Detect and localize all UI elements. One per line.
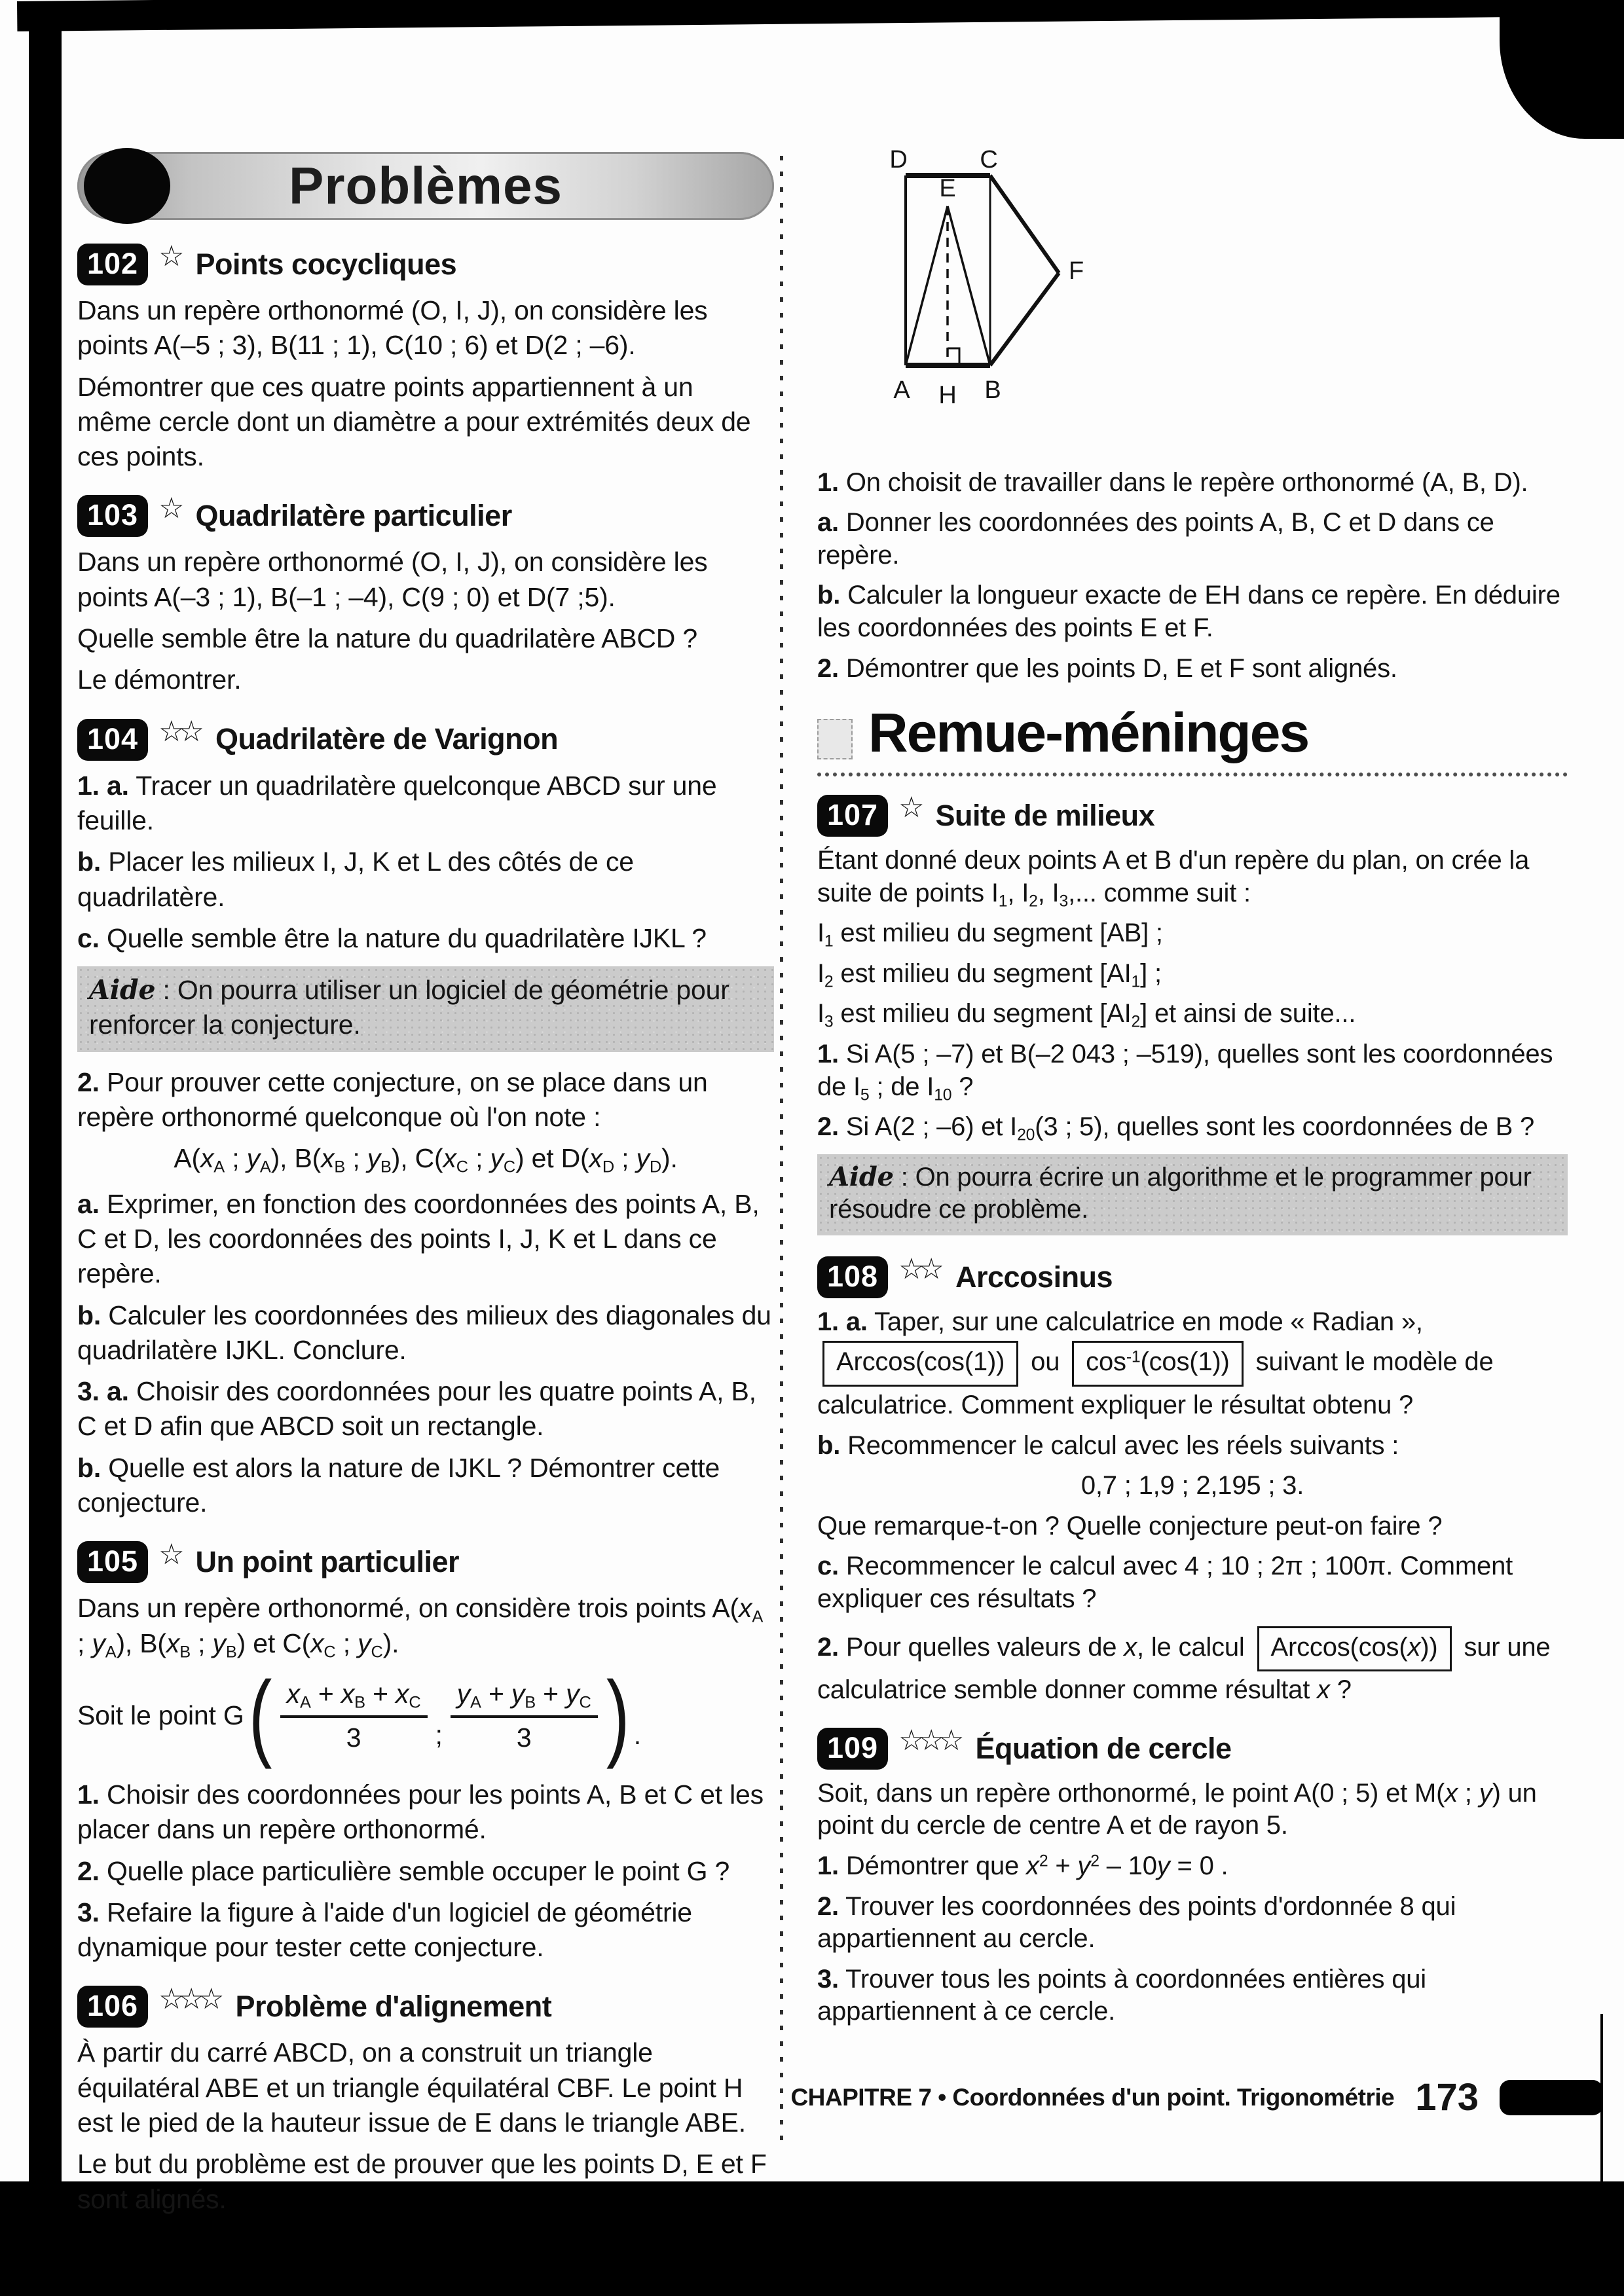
- fraction-y-denominator: 3: [516, 1722, 532, 1753]
- exercise-106-header: [77, 1982, 774, 2028]
- exercise-title: Équation de cercle: [975, 1731, 1232, 1765]
- fraction-x-numerator: $x_A + x_B + x_C$: [280, 1677, 428, 1718]
- exercise-104-question: 3. a. Choisir des coordonnées pour les quatre points A, B, C et D afin que ABCD soit un rectangle.: [77, 1376, 756, 1442]
- scan-artifact-top-bar: [17, 0, 1543, 31]
- exercise-number-badge: 102: [77, 244, 148, 285]
- point-label-H: H: [938, 382, 957, 409]
- exercise-103-header: [77, 491, 774, 537]
- exercise-104-question: b. Placer les milieux I, J, K et L des côtés de ce quadrilatère.: [77, 847, 634, 912]
- exercise-109: [817, 1723, 1568, 2028]
- difficulty-star-icon: ☆☆☆: [898, 1723, 959, 1757]
- exercise-title: Un point particulier: [195, 1545, 460, 1579]
- exercise-103: [77, 491, 774, 697]
- exercise-number-badge: 107: [817, 795, 888, 837]
- exercise-108-question: [817, 1624, 1568, 1707]
- fraction-y-numerator: $y_A + y_B + y_C$: [451, 1677, 598, 1718]
- exercise-title: Points cocycliques: [195, 247, 457, 281]
- exercise-number-badge: 109: [817, 1728, 888, 1770]
- exercise-105-question: 1. Choisir des coordonnées pour les points A, B et C et les placer dans un repère orthonormé.: [77, 1779, 764, 1845]
- question-text: suivant le modèle de calculatrice. Comment expliquer le résultat obtenu ?: [817, 1347, 1494, 1420]
- figure-question: 2. Démontrer que les points D, E et F sont alignés.: [817, 653, 1397, 683]
- left-column: [77, 152, 774, 2238]
- fraction-x: [280, 1677, 428, 1756]
- exercise-108-question: b. Recommencer le calcul avec les réels suivants :: [817, 1430, 1399, 1460]
- exercise-105-paragraph: Dans un repère orthonormé, on considère trois points $A(x_A$ ; $y_A$), $B(x_B$ ; $y_B$) et $C(x_C$ ; $y_C$).: [77, 1593, 764, 1662]
- exercise-number-badge: 108: [817, 1256, 888, 1298]
- exercise-title: Suite de milieux: [935, 799, 1155, 833]
- exercise-109-question: 3. Trouver tous les points à coordonnées entières qui appartiennent à ce cercle.: [817, 1964, 1426, 2026]
- question-text: 2. Pour quelles valeurs de x, le calcul: [817, 1632, 1245, 1662]
- geometry-figure: [817, 148, 1568, 449]
- remue-section-title: Remue-méninges: [868, 702, 1309, 764]
- right-column: [817, 148, 1568, 2049]
- difficulty-star-icon: ☆: [898, 790, 919, 824]
- fraction-x-denominator: 3: [346, 1722, 361, 1753]
- exercise-103-paragraph: Dans un repère orthonormé (O, I, J), on considère les points A(–3 ; 1), B(–1 ; –4), C(9 ; 0) et D(7 ;5).: [77, 547, 708, 612]
- exercise-104-question: b. Quelle est alors la nature de IJKL ? Démontrer cette conjecture.: [77, 1452, 720, 1518]
- column-divider-dotted-line: [780, 156, 783, 2149]
- open-paren-glyph: (: [248, 1661, 272, 1770]
- problems-section-title: Problèmes: [288, 156, 563, 215]
- exercise-number-badge: 105: [77, 1541, 148, 1583]
- calculator-expression-box: Arccos(cos(x)): [1257, 1626, 1452, 1672]
- remue-square-icon: [817, 719, 853, 759]
- formula-separator: ;: [435, 1720, 443, 1751]
- point-label-B: B: [984, 376, 1001, 404]
- page-number: 173: [1415, 2076, 1479, 2119]
- difficulty-star-icon: ☆☆: [158, 715, 198, 749]
- difficulty-star-icon: ☆☆☆: [158, 1982, 219, 2016]
- close-paren-glyph: ): [606, 1661, 629, 1770]
- exercise-107-paragraph: Étant donné deux points A et B d'un repère du plan, on crée la suite de points $I_1$, $I_2$, $I_3$,... comme suit :: [817, 845, 1530, 910]
- exercise-104: [77, 715, 774, 1521]
- aide-hint-box: Aide : On pourra utiliser un logiciel de géométrie pour renforcer la conjecture.: [77, 966, 774, 1052]
- exercise-108-values-line: 0,7 ; 1,9 ; 2,195 ; 3.: [1080, 1471, 1304, 1501]
- page-footer: [790, 2075, 1603, 2119]
- exercise-title: Arccosinus: [955, 1260, 1113, 1294]
- exercise-102: [77, 240, 774, 474]
- centroid-formula: [77, 1661, 774, 1770]
- exercise-title: Quadrilatère particulier: [195, 499, 512, 533]
- exercise-102-header: [77, 240, 774, 285]
- exercise-106-paragraph: À partir du carré ABCD, on a construit un triangle équilatéral ABE et un triangle équilatéral CBF. Le point H est le pied de la hauteur issue de E dans le triangle ABE.: [77, 2037, 746, 2138]
- exercise-104-header: [77, 715, 774, 761]
- exercise-title: Quadrilatère de Varignon: [215, 722, 559, 756]
- exercise-106: [77, 1982, 774, 2216]
- chapter-reference: CHAPITRE 7 • Coordonnées d'un point. Trigonométrie: [790, 2083, 1395, 2111]
- exercise-102-paragraph: Démontrer que ces quatre points appartiennent à un même cercle dont un diamètre a pour extrémités deux de ces points.: [77, 371, 751, 472]
- point-label-C: C: [980, 148, 998, 173]
- exercise-107-question: 1. Si A(5 ; –7) et B(–2 043 ; –519), quelles sont les coordonnées de $I_5$ ; de $I_{10}$ ?: [817, 1039, 1553, 1104]
- point-label-A: A: [893, 376, 910, 404]
- exercise-104-question: a. Exprimer, en fonction des coordonnées des points A, B, C et D, les coordonnées des points I, J, K et L dans ce repère.: [77, 1188, 760, 1289]
- exercise-103-paragraph: Quelle semble être la nature du quadrilatère ABCD ?: [77, 623, 698, 654]
- point-label-D: D: [889, 148, 908, 173]
- calculator-expression-box: $\cos^{-1}(\cos(1))$: [1072, 1341, 1244, 1387]
- exercise-108-question: Que remarque-t-on ? Quelle conjecture peut-on faire ?: [817, 1511, 1443, 1540]
- footer-black-tab: [1500, 2080, 1603, 2115]
- edge-EB: [948, 206, 990, 365]
- exercise-107-question: 2. Si A(2 ; –6) et $I_{20}(3$ ; 5), quelles sont les coordonnées de B ?: [817, 1112, 1535, 1144]
- question-text: ou: [1031, 1347, 1060, 1377]
- exercise-number-badge: 104: [77, 719, 148, 761]
- exercise-105-header: [77, 1537, 774, 1583]
- exercise-109-header: [817, 1723, 1568, 1770]
- exercise-107-list-line: $I_3$ est milieu du segment $[AI_2]$ et ainsi de suite...: [817, 999, 1356, 1031]
- exercise-109-question: 1. Démontrer que $x^2 + y^2 - 10y = 0$ .: [817, 1851, 1228, 1881]
- exercise-104-question: 1. a. Tracer un quadrilatère quelconque ABCD sur une feuille.: [77, 770, 717, 835]
- exercise-104-question: 2. Pour prouver cette conjecture, on se place dans un repère orthonormé quelconque où l'on note :: [77, 1066, 708, 1133]
- exercise-104-question: b. Calculer les coordonnées des milieux des diagonales du quadrilatère IJKL. Conclure.: [77, 1300, 771, 1365]
- figure-question: a. Donner les coordonnées des points A, B, C et D dans ce repère.: [817, 508, 1494, 570]
- exercise-107-list-line: $I_1$ est milieu du segment [AB] ;: [817, 919, 1163, 951]
- point-label-F: F: [1069, 257, 1084, 285]
- exercise-103-paragraph: Le démontrer.: [77, 665, 242, 695]
- exercise-108-question: [817, 1306, 1568, 1422]
- exercise-109-question: 2. Trouver les coordonnées des points d'ordonnée 8 qui appartiennent au cercle.: [817, 1891, 1456, 1954]
- exercise-107: [817, 790, 1568, 1235]
- edge-CF: [990, 175, 1059, 273]
- exercise-107-list-line: $I_2$ est milieu du segment $[AI_1]$ ;: [817, 958, 1162, 991]
- figure-question: b. Calculer la longueur exacte de EH dans ce repère. En déduire les coordonnées des points E et F.: [817, 581, 1560, 642]
- exercise-107-header: [817, 790, 1568, 837]
- figure-exercise-questions: [817, 467, 1568, 685]
- exercise-105-question: 3. Refaire la figure à l'aide d'un logiciel de géométrie dynamique pour tester cette conjecture.: [77, 1897, 692, 1963]
- scan-artifact-left-bar: [29, 7, 62, 2296]
- question-text: sur une calculatrice semble donner comme résultat x ?: [817, 1632, 1551, 1705]
- figure-question: 1. On choisit de travailler dans le repère orthonormé (A, B, D).: [817, 467, 1528, 497]
- exercise-104-question: c. Quelle semble être la nature du quadrilatère IJKL ?: [77, 922, 707, 953]
- fraction-y: [451, 1677, 598, 1756]
- difficulty-star-icon: ☆: [158, 491, 179, 525]
- formula-prefix: Soit le point G: [77, 1700, 244, 1731]
- point-label-E: E: [939, 175, 956, 202]
- exercise-106-paragraph: Le but du problème est de prouver que les points D, E et F sont alignés.: [77, 2149, 767, 2214]
- scan-artifact-corner-blob: [1500, 0, 1624, 139]
- exercise-108: [817, 1252, 1568, 1707]
- exercise-title: Problème d'alignement: [235, 1990, 552, 2024]
- banner-bullet-icon: [84, 148, 170, 224]
- formula-suffix: .: [633, 1720, 641, 1751]
- edge-AE: [906, 206, 948, 365]
- exercise-104-math-line: $A(x_A$ ; $y_A$), $B(x_B$ ; $y_B$), $C(x_C$ ; $y_C$) et $D(x_D$ ; $y_D$).: [174, 1143, 678, 1176]
- difficulty-star-icon: ☆☆: [898, 1252, 938, 1286]
- difficulty-star-icon: ☆: [158, 240, 179, 274]
- exercise-105: [77, 1537, 774, 1965]
- aide-hint-box: Aide : On pourra écrire un algorithme et le programmer pour résoudre ce problème.: [817, 1154, 1568, 1235]
- exercise-number-badge: 103: [77, 495, 148, 537]
- exercise-108-header: [817, 1252, 1568, 1298]
- exercise-108-question: c. Recommencer le calcul avec 4 ; 10 ; 2π ; 100π. Comment expliquer ces résultats ?: [817, 1552, 1513, 1614]
- exercise-102-paragraph: Dans un repère orthonormé (O, I, J), on considère les points A(–5 ; 3), B(11 ; 1), C(10 ; 6) et D(2 ; –6).: [77, 295, 708, 361]
- difficulty-star-icon: ☆: [158, 1537, 179, 1571]
- remue-meninges-banner: [817, 702, 1568, 776]
- edge-FB: [990, 273, 1059, 365]
- calculator-expression-box: Arccos(cos(1)): [822, 1341, 1018, 1387]
- problems-section-banner: [77, 152, 774, 220]
- exercise-105-question: 2. Quelle place particulière semble occuper le point G ?: [77, 1855, 730, 1886]
- question-text: 1. a. Taper, sur une calculatrice en mode « Radian »,: [817, 1307, 1423, 1336]
- exercise-109-paragraph: Soit, dans un repère orthonormé, le point A(0 ; 5) et M(x ; y) un point du cercle de centre A et de rayon 5.: [817, 1778, 1537, 1840]
- exercise-number-badge: 106: [77, 1986, 148, 2028]
